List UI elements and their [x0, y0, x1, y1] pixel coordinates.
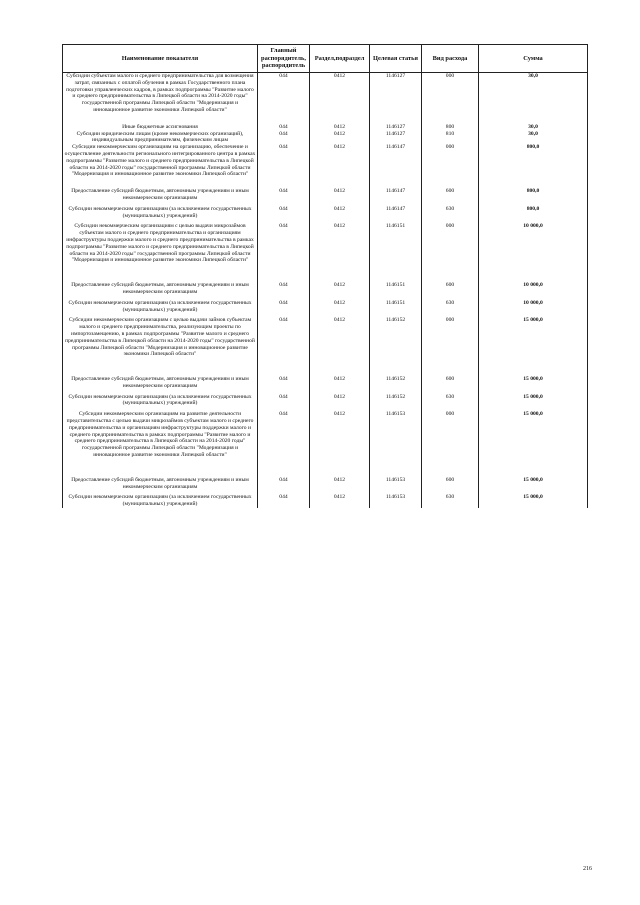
row-target: 1146152 [370, 376, 422, 394]
row-grbs: 044 [258, 206, 310, 224]
table-row [63, 131, 588, 145]
row-name: Субсидии юридическим лицам (кроме некоммерческих организаций), индивидуальным предпринимателям, физическим лицам [63, 131, 258, 145]
row-target: 1146151 [370, 223, 422, 282]
row-name: Субсидии некоммерческим организациям с целью выдачи микрозаймов субъектам малого и среднего предпринимательства и организациям инфраструктуры поддержки малого и среднего предпринимательства в рамках подпрограммы "Развитие малого и среднего предпринимательства в Липецкой области на 2014-2020 годы" государственной программы Липецкой области "Модернизация и инновационное развитие экономики Липецкой области" [63, 223, 258, 282]
row-sum: 30,0 [479, 124, 588, 131]
row-section: 0412 [310, 124, 370, 131]
table-row [63, 411, 588, 477]
row-expense: 630 [422, 206, 479, 224]
row-sum: 15 000,0 [479, 411, 588, 477]
row-expense: 630 [422, 394, 479, 412]
row-name: Субсидии некоммерческим организациям (за исключением государственных (муниципальных) учреждений) [63, 206, 258, 224]
row-section: 0412 [310, 73, 370, 124]
header-section: Раздел,подраздел [310, 45, 370, 73]
row-sum: 10 000,0 [479, 282, 588, 300]
row-name: Субсидии субъектам малого и среднего предпринимательства для возмещения затрат, связанных с оплатой обучения в рамках Государственного плана подготовки управленческих кадров, в рамках подпрограммы "Развитие малого и среднего предпринимательства в Липецкой области на 2014-2020 годы" государственной программы Липецкой области "Модернизация и инновационное развитие экономики Липецкой области" [63, 73, 258, 124]
row-name: Субсидии некоммерческим организациям (за исключением государственных (муниципальных) учреждений) [63, 494, 258, 508]
table-row [63, 376, 588, 394]
row-expense: 630 [422, 494, 479, 508]
row-target: 1146152 [370, 394, 422, 412]
row-sum: 15 000,0 [479, 376, 588, 394]
row-grbs: 044 [258, 73, 310, 124]
table-row [63, 144, 588, 188]
row-name: Субсидии некоммерческим организациям (за исключением государственных (муниципальных) учреждений) [63, 394, 258, 412]
row-sum: 30,0 [479, 131, 588, 145]
row-section: 0412 [310, 411, 370, 477]
row-expense: 600 [422, 477, 479, 495]
table-body [63, 73, 588, 509]
table-row [63, 73, 588, 124]
row-expense: 000 [422, 144, 479, 188]
row-grbs: 044 [258, 411, 310, 477]
row-section: 0412 [310, 282, 370, 300]
row-grbs: 044 [258, 282, 310, 300]
row-sum: 800,0 [479, 144, 588, 188]
row-sum: 15 000,0 [479, 317, 588, 376]
table-row [63, 206, 588, 224]
table-row [63, 188, 588, 206]
row-target: 1146127 [370, 124, 422, 131]
row-name: Предоставление субсидий бюджетным, автономным учреждениям и иным некоммерческим организациям [63, 188, 258, 206]
header-target: Целевая статья [370, 45, 422, 73]
table-row [63, 494, 588, 508]
row-grbs: 044 [258, 144, 310, 188]
row-expense: 630 [422, 300, 479, 318]
row-grbs: 044 [258, 188, 310, 206]
row-target: 1146152 [370, 317, 422, 376]
header-sum: Сумма [479, 45, 588, 73]
row-name: Субсидии некоммерческим организациям с целью выдачи займов субъектам малого и среднего предпринимательства, реализующим проекты по импортозамещению, в рамках подпрограммы "Развитие малого и среднего предпринимательства в Липецкой области на 2014-2020 годы" государственной программы Липецкой области "Модернизация и инновационное развитие экономики Липецкой области" [63, 317, 258, 376]
row-target: 1146151 [370, 282, 422, 300]
row-target: 1146153 [370, 411, 422, 477]
row-sum: 15 000,0 [479, 394, 588, 412]
table-row [63, 317, 588, 376]
row-name: Предоставление субсидий бюджетным, автономным учреждениям и иным некоммерческим организациям [63, 376, 258, 394]
row-expense: 000 [422, 411, 479, 477]
row-grbs: 044 [258, 131, 310, 145]
row-target: 1146151 [370, 300, 422, 318]
row-target: 1146127 [370, 131, 422, 145]
row-sum: 800,0 [479, 188, 588, 206]
table-row [63, 124, 588, 131]
row-grbs: 044 [258, 394, 310, 412]
row-name: Субсидии некоммерческим организациям (за исключением государственных (муниципальных) учреждений) [63, 300, 258, 318]
row-name: Субсидии некоммерческим организациям на организацию, обеспечение и осуществление деятельности регионального интегрированного центра в рамках подпрограммы "Развитие малого и среднего предпринимательства в Липецкой области на 2014-2020 годы" государственной программы Липецкой области "Модернизация и инновационное развитие экономики Липецкой области" [63, 144, 258, 188]
row-section: 0412 [310, 223, 370, 282]
row-section: 0412 [310, 376, 370, 394]
row-expense: 600 [422, 376, 479, 394]
table-header-row [63, 45, 588, 73]
row-expense: 800 [422, 124, 479, 131]
row-name: Предоставление субсидий бюджетным, автономным учреждениям и иным некоммерческим организациям [63, 477, 258, 495]
table-row [63, 282, 588, 300]
row-section: 0412 [310, 477, 370, 495]
budget-table [62, 44, 588, 508]
table-row [63, 300, 588, 318]
row-grbs: 044 [258, 477, 310, 495]
row-section: 0412 [310, 188, 370, 206]
row-section: 0412 [310, 206, 370, 224]
row-name: Иные бюджетные ассигнования [63, 124, 258, 131]
row-sum: 800,0 [479, 206, 588, 224]
row-expense: 000 [422, 73, 479, 124]
row-sum: 10 000,0 [479, 223, 588, 282]
page-number: 216 [583, 866, 592, 872]
row-section: 0412 [310, 317, 370, 376]
row-expense: 810 [422, 131, 479, 145]
row-target: 1146127 [370, 73, 422, 124]
row-grbs: 044 [258, 124, 310, 131]
row-expense: 600 [422, 188, 479, 206]
row-target: 1146147 [370, 206, 422, 224]
row-section: 0412 [310, 494, 370, 508]
row-grbs: 044 [258, 376, 310, 394]
row-expense: 000 [422, 223, 479, 282]
row-target: 1146147 [370, 188, 422, 206]
header-expense: Вид расхода [422, 45, 479, 73]
row-section: 0412 [310, 144, 370, 188]
row-target: 1146153 [370, 477, 422, 495]
row-grbs: 044 [258, 300, 310, 318]
table-row [63, 477, 588, 495]
row-grbs: 044 [258, 317, 310, 376]
row-sum: 10 000,0 [479, 300, 588, 318]
row-sum: 15 000,0 [479, 494, 588, 508]
table-row [63, 223, 588, 282]
row-expense: 000 [422, 317, 479, 376]
table-row [63, 394, 588, 412]
row-expense: 600 [422, 282, 479, 300]
row-section: 0412 [310, 300, 370, 318]
header-name: Наименование показателя [63, 45, 258, 73]
row-target: 1146153 [370, 494, 422, 508]
row-grbs: 044 [258, 494, 310, 508]
row-name: Предоставление субсидий бюджетным, автономным учреждениям и иным некоммерческим организациям [63, 282, 258, 300]
header-grbs: Главный распорядитель, распорядитель [258, 45, 310, 73]
row-section: 0412 [310, 131, 370, 145]
row-name: Субсидии некоммерческим организациям на развитие деятельности представительства с целью выдачи микрозаймов субъектам малого и среднего предпринимательства и организациям инфраструктуры поддержки малого и среднего предпринимательства в рамках подпрограммы "Развитие малого и среднего предпринимательства в Липецкой области на 2014-2020 годы" государственной программы Липецкой области "Модернизация и инновационное развитие экономики Липецкой области" [63, 411, 258, 477]
row-target: 1146147 [370, 144, 422, 188]
row-sum: 15 000,0 [479, 477, 588, 495]
row-sum: 30,0 [479, 73, 588, 124]
row-section: 0412 [310, 394, 370, 412]
row-grbs: 044 [258, 223, 310, 282]
